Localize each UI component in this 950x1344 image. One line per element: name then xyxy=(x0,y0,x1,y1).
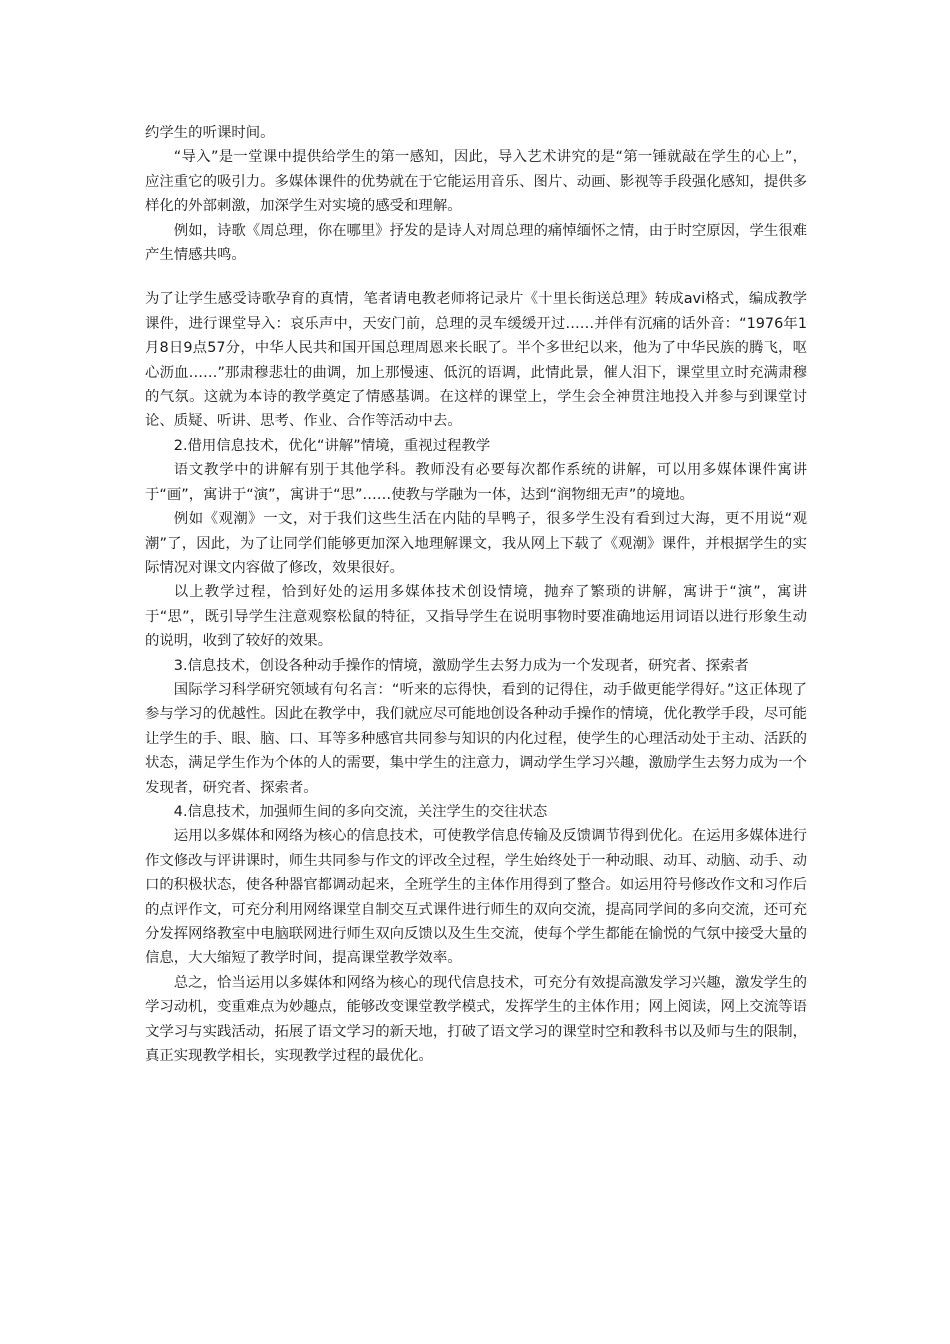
article-body xyxy=(145,121,807,1068)
paragraph-conclusion: 总之，恰当运用以多媒体和网络为核心的现代信息技术，可充分有效提高激发学习兴趣，激发学生的学习动机，变重难点为妙趣点，能够改变课堂教学模式，发挥学生的主体作用；网上阅读，网上交流等语文学习与实践活动，拓展了语文学习的新天地，打破了语文学习的课堂时空和教科书以及师与生的限制，真正实现教学相长，实现教学过程的最优化。 xyxy=(145,974,807,1065)
paragraph-continuation: 约学生的听课时间。 xyxy=(145,125,275,141)
paragraph-explanation-teaching: 语文教学中的讲解有别于其他学科。教师没有必要每次都作系统的讲解，可以用多媒体课件寓讲于“画”，寓讲于“演”，寓讲于“思”……使教与学融为一体，达到“润物细无声”的境地。 xyxy=(145,462,807,503)
paragraph-teaching-process: 以上教学过程，恰到好处的运用多媒体技术创设情境，抛弃了繁琐的讲解，寓讲于“演”，寓讲于“思”，既引导学生注意观察松鼠的特征，又指导学生在说明事物时要准确地运用词语以进行形象生动的说明，收到了较好的效果。 xyxy=(145,584,807,650)
section-heading-4: 4.信息技术，加强师生间的多向交流，关注学生的交往状态 xyxy=(173,803,548,820)
section-heading-2: 2.借用信息技术，优化“讲解”情境，重视过程教学 xyxy=(173,437,491,454)
paragraph-example-poem: 例如，诗歌《周总理，你在哪里》抒发的是诗人对周总理的痛悼缅怀之情，由于时空原因，学生很难产生情感共鸣。 xyxy=(145,222,807,264)
paragraph-example-guanchao: 例如《观潮》一文，对于我们这些生活在内陆的旱鸭子，很多学生没有看到过大海，更不用说“观潮”了，因此，为了让同学们能够更加深入地理解课文，我从网上下载了《观潮》课件，并根据学生的实际情况对课文内容做了修改，效果很好。 xyxy=(145,511,807,576)
paragraph-hands-on-learning: 国际学习科学研究领域有句名言：“听来的忘得快，看到的记得住，动手做更能学得好。”这正体现了参与学习的优越性。因此在教学中，我们就应尽可能地创设各种动手操作的情境，优化教学手段，尽可能让学生的手、眼、脑、口、耳等多种感官共同参与知识的内化过程，使学生的心理活动处于主动、活跃的状态，满足学生作为个体的人的需要，集中学生的注意力，调动学生学习兴趣，激励学生去努力成为一个发现者，研究者、探索者。 xyxy=(145,681,807,796)
paragraph-introduction-art: “导入”是一堂课中提供给学生的第一感知，因此，导入艺术讲究的是“第一锤就敲在学生的心上”，应注重它的吸引力。多媒体课件的优势就在于它能运用音乐、图片、动画、影视等手段强化感知，提供多样化的外部刺激，加深学生对实境的感受和理解。 xyxy=(145,149,807,215)
paragraph-documentary-courseware: 为了让学生感受诗歌孕育的真情，笔者请电教老师将记录片《十里长街送总理》转成avi格式，编成教学课件，进行课堂导入：哀乐声中，天安门前，总理的灵车缓缓开过……并伴有沉痛的话外音：“1976年1月8日9点57分，中华人民共和国开国总理周恩来长眠了。半个多世纪以来，他为了中华民族的腾飞，呕心沥血……”那肃穆悲壮的曲调，加上那慢速、低沉的语调，此情此景，催人泪下，课堂里立时充满肃穆的气氛。这就为本诗的教学奠定了情感基调。在这样的课堂上，学生会全神贯注地投入并参与到课堂讨论、质疑、听讲、思考、作业、合作等活动中去。 xyxy=(145,291,807,430)
paragraph-multidirectional-exchange: 运用以多媒体和网络为核心的信息技术，可使教学信息传输及反馈调节得到优化。在运用多媒体进行作文修改与评讲课时，师生共同参与作文的评改全过程，学生始终处于一种动眼、动耳、动脑、动手、动口的积极状态，使各种器官都调动起来，全班学生的主体作用得到了整合。如运用符号修改作文和习作后的点评作文，可充分利用网络课堂自制交互式课件进行师生的双向交流，提高同学间的多向交流，还可充分发挥网络教室中电脑联网进行师生双向反馈以及生生交流，使每个学生都能在愉悦的气氛中接受大量的信息，大大缩短了教学时间，提高课堂教学效率。 xyxy=(145,828,807,967)
section-heading-3: 3.信息技术，创设各种动手操作的情境，激励学生去努力成为一个发现者，研究者、探索者 xyxy=(173,657,749,674)
